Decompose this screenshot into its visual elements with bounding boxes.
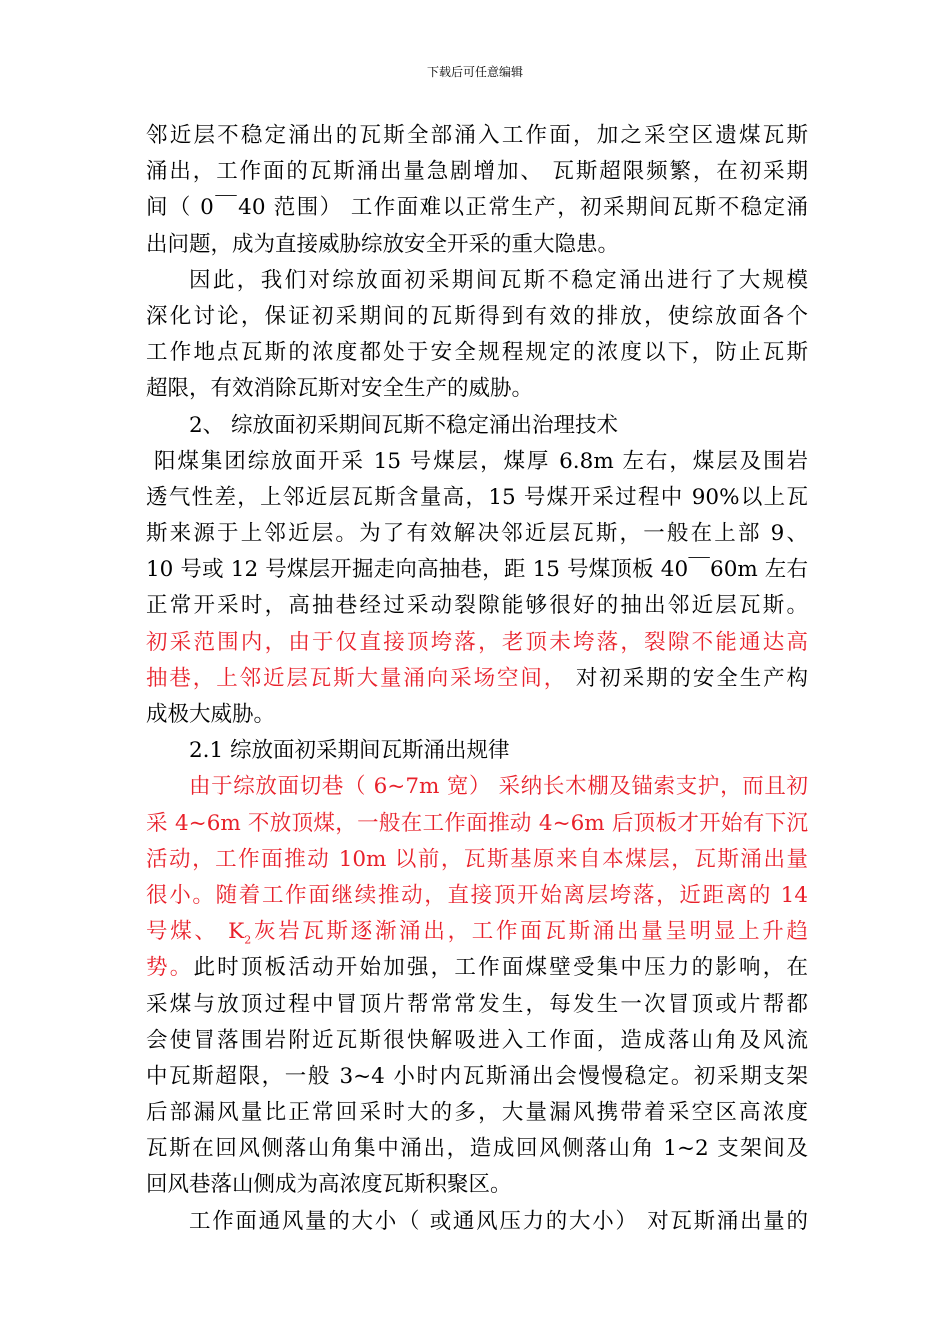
text-line [146,806,808,842]
text-segment: 阳煤集团综放面开采 15 号煤层，煤厚 6.8m 左右，煤层及围岩 [154,448,808,474]
text-segment: 成极大威胁。 [146,702,276,727]
text-segment: 回风巷落山侧成为高浓度瓦斯积聚区。 [146,1172,512,1198]
text-line [146,154,808,190]
text-segment: 出问题，成为直接威胁综放安全开采的重大隐患。 [146,231,620,257]
text-segment: 此时顶板活动开始加强，工作面煤壁受集中压力的影响，在 [193,955,808,981]
text-line [146,1204,808,1240]
text-segment: 2、 综放面初采期间瓦斯不稳定涌出治理技术 [189,412,619,438]
highlighted-text: 灰岩瓦斯逐渐涌出，工作面瓦斯涌出量呈明显上升趋 [251,919,808,945]
highlighted-text: 初采范围内，由于仅直接顶垮落，老顶未垮落，裂隙不能通达高 [146,629,808,655]
text-line [146,842,808,878]
text-line [146,1167,808,1203]
text-line [146,1131,808,1167]
text-segment: 邻近层不稳定涌出的瓦斯全部涌入工作面，加之采空区遗煤瓦斯 [146,123,808,148]
text-line [146,733,808,769]
text-segment: 工作面通风量的大小（ 或通风压力的大小） 对瓦斯涌出量的 [189,1208,808,1234]
text-line [146,480,808,516]
text-segment: 斯来源于上邻近层。为了有效解决邻近层瓦斯，一般在上部 9、 [146,521,808,547]
page-header-note: 下载后可任意编辑 [426,65,523,79]
highlighted-text: 由于综放面切巷（ 6~7m 宽） 采纳长木棚及锚索支护，而且初 [189,774,808,800]
text-segment: 超限，有效消除瓦斯对安全生产的威胁。 [146,376,534,402]
text-line [146,950,808,986]
text-line [146,1023,808,1059]
text-line [146,408,808,444]
text-line [146,588,808,624]
text-line [146,552,808,588]
text-segment: 后部漏风量比正常回采时大的多，大量漏风携带着采空区高浓度 [146,1100,808,1126]
text-segment: 会使冒落围岩附近瓦斯很快解吸进入工作面，造成落山角及风流 [146,1027,808,1053]
text-segment: 正常开采时，高抽巷经过采动裂隙能够很好的抽出邻近层瓦斯。 [146,593,808,619]
document-body [146,118,808,1240]
text-line [146,769,808,805]
highlighted-text: 号煤、 K [146,919,245,945]
text-segment: 10 号或 12 号煤层开掘走向高抽巷，距 15 号煤顶板 40￣60m 左右 [146,557,808,583]
text-segment: 透气性差，上邻近层瓦斯含量高，15 号煤开采过程中 90%以上瓦 [146,484,808,510]
text-segment: 因此，我们对综放面初采期间瓦斯不稳定涌出进行了大规模 [189,267,808,293]
text-line [146,118,808,154]
text-line [146,371,808,407]
text-line [146,299,808,335]
text-segment: 中瓦斯超限，一般 3~4 小时内瓦斯涌出会慢慢稳定。初采期支架 [146,1063,808,1089]
text-segment: 2.1 综放面初采期间瓦斯涌出规律 [189,738,510,764]
text-line [146,516,808,552]
highlighted-text: 活动，工作面推动 10m 以前，瓦斯基原来自本煤层，瓦斯涌出量 [146,846,808,872]
highlighted-text: 势。 [146,955,194,981]
text-line [146,1095,808,1131]
text-line [146,1059,808,1095]
text-line [146,625,808,661]
highlighted-text: 很小。随着工作面继续推动，直接顶开始离层垮落，近距离的 14 [146,882,808,908]
text-line [146,335,808,371]
text-line [146,661,808,697]
text-line [146,444,808,480]
text-segment: 深化讨论，保证初采期间的瓦斯得到有效的排放，使综放面各个 [146,303,808,329]
text-line [146,878,808,914]
text-segment: 间（ 0￣40 范围） 工作面难以正常生产，初采期间瓦斯不稳定涌 [146,195,808,221]
text-line [146,263,808,299]
text-segment: 瓦斯在回风侧落山角集中涌出，造成回风侧落山角 1~2 支架间及 [146,1136,808,1162]
highlighted-text: 抽巷，上邻近层瓦斯大量涌向采场空间， [146,665,568,691]
text-line [146,227,808,263]
text-segment: 采煤与放顶过程中冒顶片帮常常发生，每发生一次冒顶或片帮都 [146,991,808,1017]
highlighted-text: 采 4~6m 不放顶煤，一般在工作面推动 4~6m 后顶板才开始有下沉 [146,810,808,836]
text-segment: 对初采期的安全生产构 [567,665,808,691]
text-line [146,914,808,950]
text-line [146,697,808,733]
text-segment: 工作地点瓦斯的浓度都处于安全规程规定的浓度以下，防止瓦斯 [146,340,808,366]
highlighted-text: 2 [244,933,252,947]
text-segment: 涌出，工作面的瓦斯涌出量急剧增加、 瓦斯超限频繁，在初采期 [146,159,808,185]
text-line [146,190,808,226]
text-line [146,987,808,1023]
